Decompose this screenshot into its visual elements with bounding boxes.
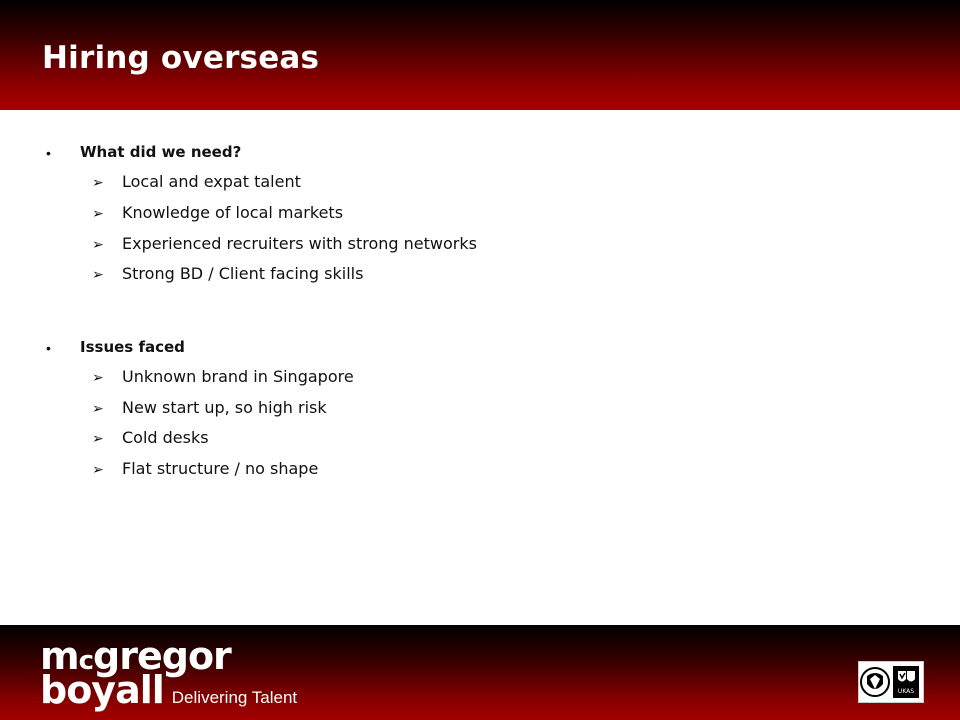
bsi-ukas-certification-icon [859,662,923,702]
list-item: ➢ Flat structure / no shape [92,459,319,478]
list-item: ➢ Strong BD / Client facing skills [92,264,364,283]
arrow-bullet-icon: ➢ [92,462,104,478]
list-item: ➢ Local and expat talent [92,172,301,191]
arrow-bullet-icon: ➢ [92,267,104,283]
list-item: ➢ Experienced recruiters with strong networks [92,234,477,253]
arrow-bullet-icon: ➢ [92,401,104,417]
arrow-bullet-icon: ➢ [92,175,104,191]
bullet-dot: • [46,145,51,161]
company-logo: mcgregor boyall Delivering Talent [40,634,298,712]
certification-badge [858,661,924,703]
slide-title: Hiring overseas [42,40,320,76]
arrow-bullet-icon: ➢ [92,206,104,222]
arrow-bullet-icon: ➢ [92,431,104,447]
arrow-bullet-icon: ➢ [92,237,104,253]
section-heading-issues: Issues faced [80,338,185,356]
tagline: Delivering Talent [171,688,298,707]
slide-content [0,110,960,625]
section-heading-needs: What did we need? [80,143,242,161]
list-item: ➢ Cold desks [92,428,209,447]
bullet-dot: • [46,340,51,356]
list-item: ➢ Unknown brand in Singapore [92,367,354,386]
list-item: ➢ Knowledge of local markets [92,203,344,222]
arrow-bullet-icon: ➢ [92,370,104,386]
header-banner [0,0,960,110]
list-item: ➢ New start up, so high risk [92,398,327,417]
svg-text:UKAS: UKAS [897,688,915,695]
footer-banner [0,625,960,720]
